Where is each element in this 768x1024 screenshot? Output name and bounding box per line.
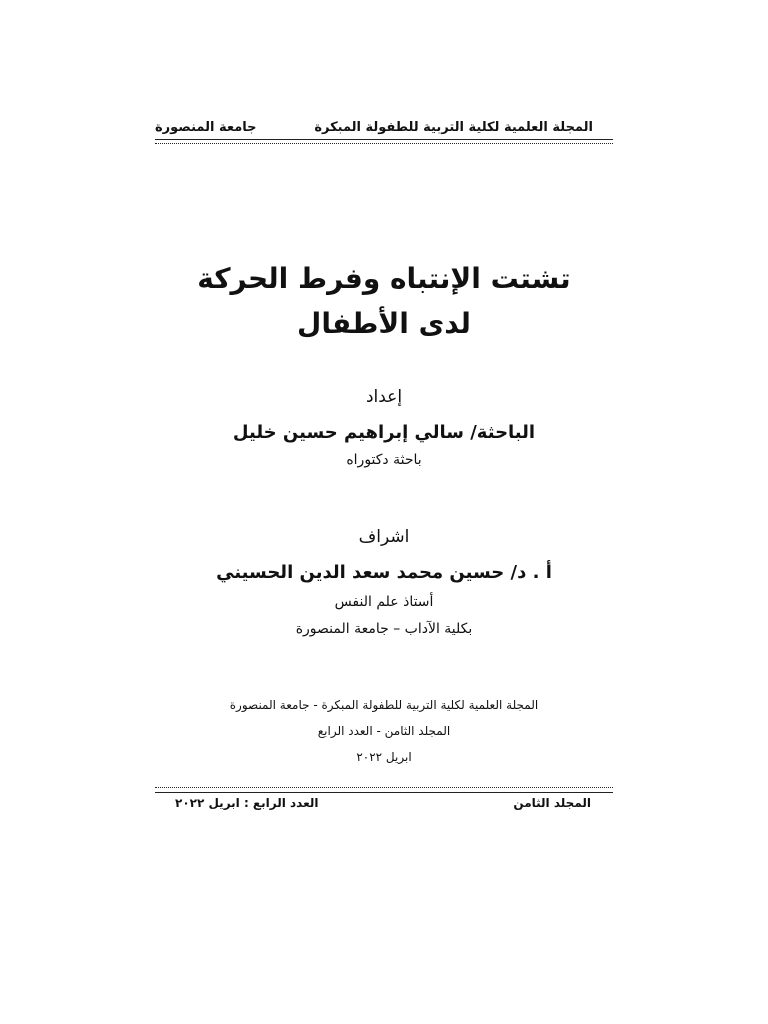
publication-journal: المجلة العلمية لكلية التربية للطفولة المبكرة - جامعة المنصورة bbox=[229, 698, 539, 712]
publication-volume-issue: المجلد الثامن - العدد الرابع bbox=[317, 724, 451, 738]
page-footer bbox=[155, 796, 613, 816]
footer-issue: العدد الرابع : ابريل ٢٠٢٢ bbox=[175, 796, 319, 810]
title-line-1: تشتت الإنتباه وفرط الحركة bbox=[197, 262, 571, 295]
title-line-2: لدى الأطفال bbox=[297, 307, 471, 340]
header-solid-rule bbox=[155, 139, 613, 140]
footer-solid-rule bbox=[155, 792, 613, 793]
researcher-name: الباحثة/ سالي إبراهيم حسين خليل bbox=[232, 422, 536, 443]
prepared-by-label: إعداد bbox=[365, 387, 403, 407]
header-journal-name: المجلة العلمية لكلية التربية للطفولة المبكرة bbox=[314, 120, 593, 135]
supervision-label: اشراف bbox=[358, 527, 410, 547]
supervisor-affiliation: بكلية الآداب – جامعة المنصورة bbox=[295, 621, 473, 637]
header-university-name: جامعة المنصورة bbox=[155, 120, 257, 135]
supervisor-role: أستاذ علم النفس bbox=[334, 594, 434, 610]
publication-date: ابريل ٢٠٢٢ bbox=[356, 750, 412, 764]
footer-volume: المجلد الثامن bbox=[513, 796, 591, 810]
header-dotted-rule bbox=[155, 143, 613, 144]
footer-dotted-rule bbox=[155, 787, 613, 788]
researcher-role: باحثة دكتوراه bbox=[346, 452, 422, 468]
supervisor-name: أ . د/ حسين محمد سعد الدين الحسيني bbox=[216, 562, 552, 583]
